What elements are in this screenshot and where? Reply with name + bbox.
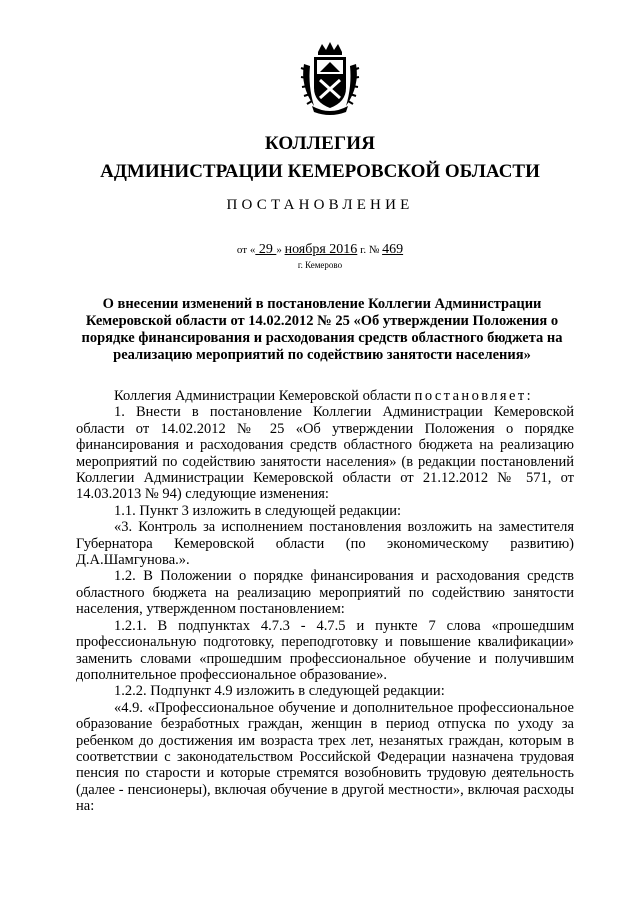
document-number: 469 [382,242,404,257]
document-title: О внесении изменений в постановление Коллегии Администрации Кемеровской области от 14.02.2012 № 25 «Об утверждении Положения о порядке финансирования и расходования средств областного бюджета на реализацию мероприятий по содействию занятости населения» [81,296,563,363]
org-title-line2: АДМИНИСТРАЦИИ КЕМЕРОВСКОЙ ОБЛАСТИ [100,161,540,182]
intro-resolves: постановляет: [414,388,533,404]
body-paragraph-3: «3. Контроль за исполнением постановления возложить на заместителя Губернатора Кемеровской области (по экономическому развитию) Д.А.Шамгунова.». [76,519,574,569]
body-paragraph-7: «4.9. «Профессиональное обучение и дополнительное профессиональное образование безработных граждан, женщин в период отпуска по уходу за ребенком до достижения им возраста трех лет, незанятых граждан, которым в соответствии с законодательством Российской Федерации назначена трудовая пенсия по старости и которые стремятся возобновить трудовую деятельность (далее - пенсионеры), включая обучение в другой местности», включая расходы на: [76,699,574,815]
body-intro [76,388,574,404]
date-prefix: от « [236,244,256,256]
intro-text: Коллегия Администрации Кемеровской области [114,388,415,404]
org-title-line1: КОЛЛЕГИЯ [264,133,376,154]
document-type: ПОСТАНОВЛЕНИЕ [226,197,414,213]
body-paragraph-2: 1.1. Пункт 3 изложить в следующей редакции: [114,502,402,519]
date-day: 29 [255,242,277,257]
coat-of-arms-icon [298,40,362,116]
city-name: г. Кемерово [297,260,343,270]
body-paragraph-6: 1.2.2. Подпункт 4.9 изложить в следующей редакции: [114,683,445,700]
date-number-line [0,242,640,258]
date-month-year: ноября 2016 [284,242,358,257]
date-year-suffix: г. № [357,244,383,256]
body-paragraph-1: 1. Внести в постановление Коллегии Администрации Кемеровской области от 14.02.2012 № 25 «Об утверждении Положения о порядке финансирования и расходования средств областного бюджета на реализацию мероприятий по содействию занятости населения» (в редакции постановлений Коллегии Администрации Кемеровской области от 21.12.2012 № 571, от 14.03.2013 № 94) следующие изменения: [76,404,574,503]
body-paragraph-4: 1.2. В Положении о порядке финансирования и расходования средств областного бюджета на реализацию мероприятий по содействию занятости населения, утвержденном постановлением: [76,568,574,618]
body-paragraph-5: 1.2.1. В подпунктах 4.7.3 - 4.7.5 и пункте 7 слова «прошедшим профессиональную подготовку, переподготовку и повышение квалификации» заменить словами «прошедшим профессиональное обучение и получившим дополнительное профессиональное образование». [76,617,574,683]
document-body [76,388,574,815]
date-mid: » [276,244,285,256]
